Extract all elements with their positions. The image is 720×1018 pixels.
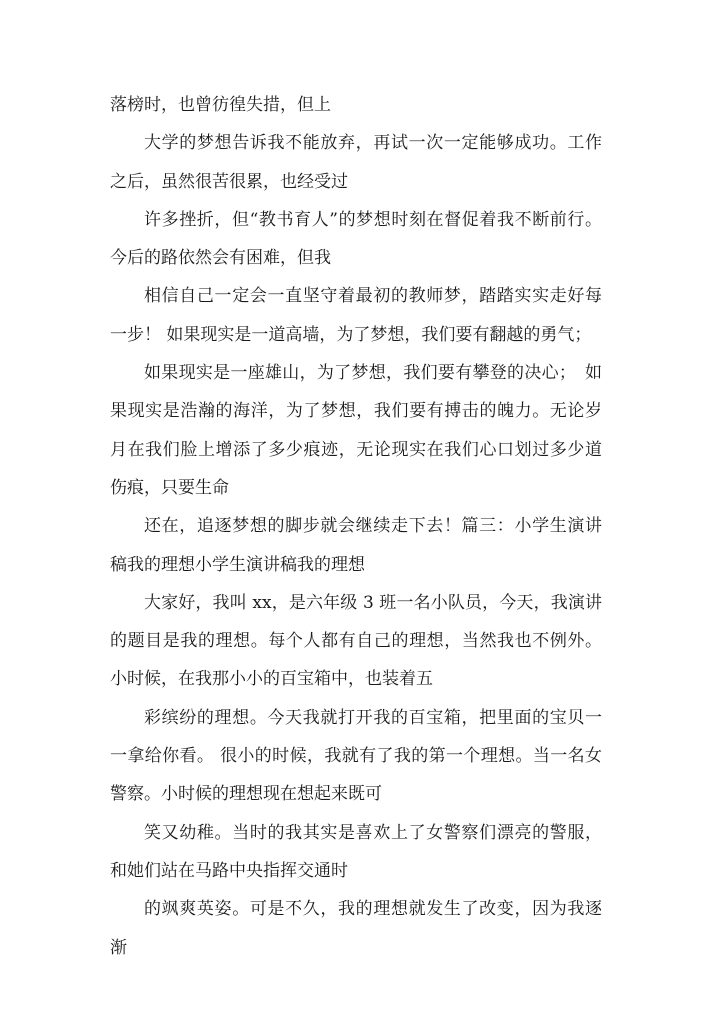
- paragraph-8: 彩缤纷的理想。今天我就打开我的百宝箱，把里面的宝贝一一拿给你看。 很小的时候，我就有了我的第一个理想。当一名女警察。小时候的理想现在想起来既可: [110, 707, 602, 805]
- paragraph-10: 的飒爽英姿。可是不久，我的理想就发生了改变，因为我逐渐: [110, 899, 602, 958]
- paragraph-1: 落榜时，也曾彷徨失措，但上: [110, 95, 331, 115]
- paragraph-5: 如果现实是一座雄山，为了梦想，我们要有攀登的决心； 如果现实是浩瀚的海洋，为了梦想，我们要有搏击的魄力。无论岁月在我们脸上增添了多少痕迹，无论现实在我们心口划过多少道伤痕，只要生命: [110, 363, 602, 498]
- paragraph-6: 还在，追逐梦想的脚步就会继续走下去！篇三：小学生演讲稿我的理想小学生演讲稿我的理想: [110, 516, 602, 575]
- paragraph-9: 笑又幼稚。当时的我其实是喜欢上了女警察们漂亮的警服，和她们站在马路中央指挥交通时: [110, 822, 602, 881]
- paragraph-4: 相信自己一定会一直坚守着最初的教师梦，踏踏实实走好每一步！ 如果现实是一道高墙，为了梦想，我们要有翻越的勇气；: [110, 286, 602, 345]
- body-text: [110, 86, 602, 967]
- paragraph-2: 大学的梦想告诉我不能放弃，再试一次一定能够成功。工作之后，虽然很苦很累，也经受过: [110, 133, 602, 192]
- paragraph-3: 许多挫折，但“教书育人”的梦想时刻在督促着我不断前行。今后的路依然会有困难，但我: [110, 209, 602, 269]
- paragraph-7: 大家好，我叫 xx，是六年级 3 班一名小队员，今天，我演讲的题目是我的理想。每个人都有自己的理想，当然我也不例外。小时候，在我那小小的百宝箱中，也装着五: [110, 592, 602, 690]
